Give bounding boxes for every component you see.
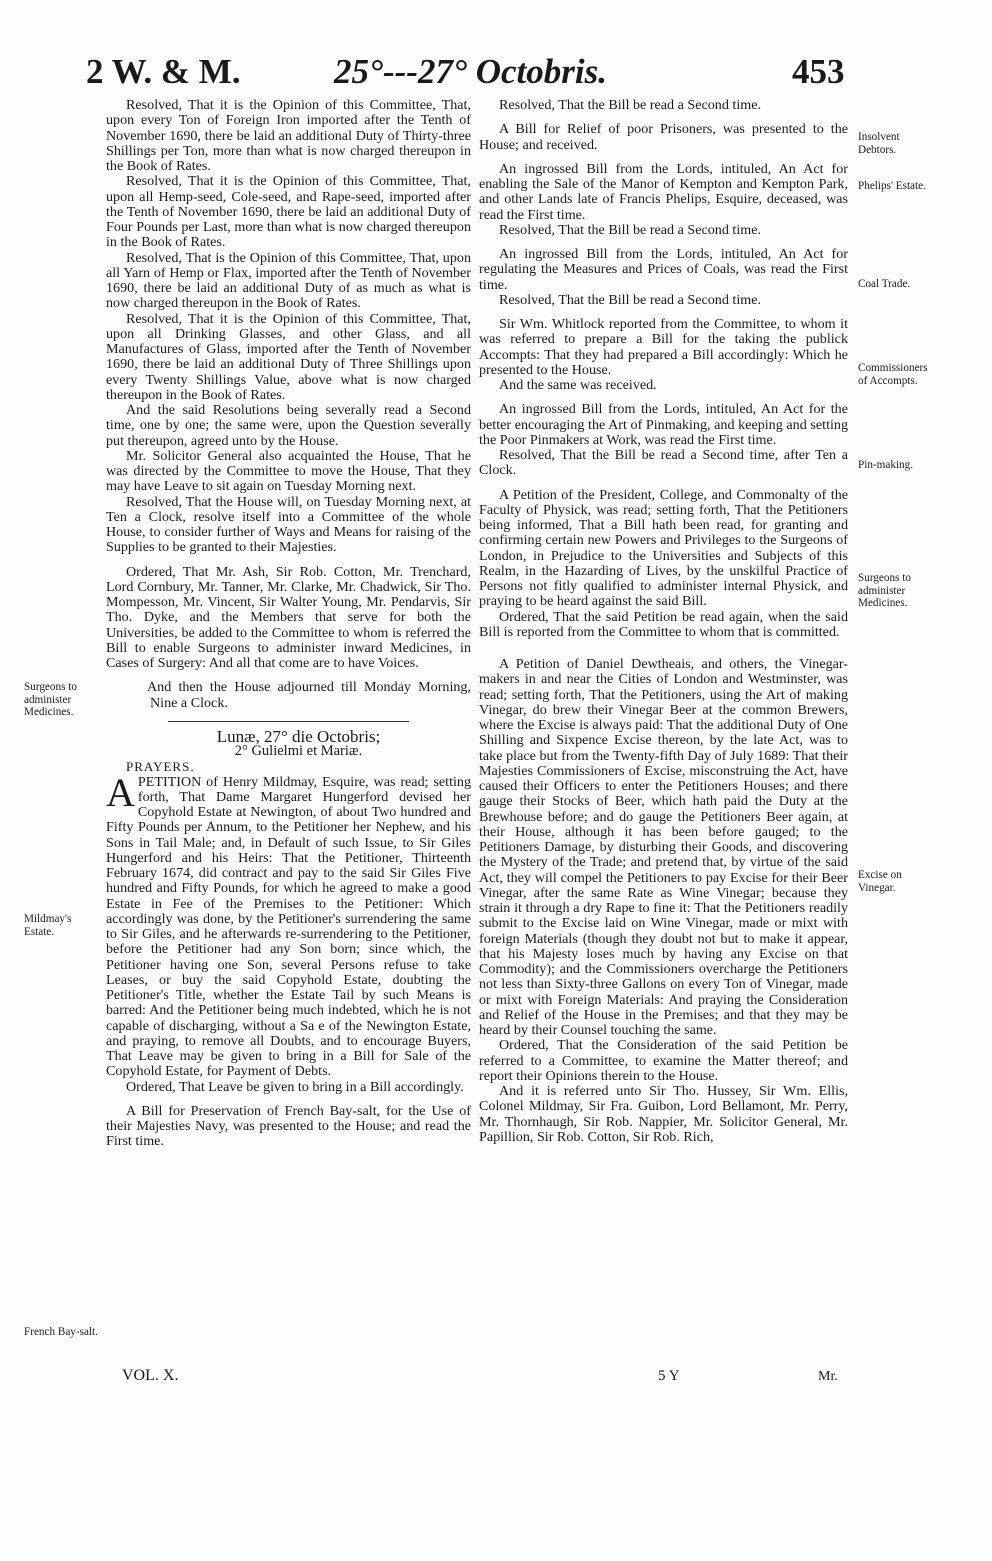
- catchword: Mr.: [818, 1369, 838, 1384]
- order-physick: Ordered, That the said Petition be read again, when the said Bill is reported from the Committee to whom that is committed.: [479, 608, 848, 640]
- bill-bay-salt: A Bill for Preservation of French Bay-salt, for the Use of their Majesties Navy, was presented to the House; and read the First time.: [106, 1102, 471, 1150]
- resolved-second-reading: Resolved, That the Bill be read a Second time.: [499, 97, 761, 113]
- signature-mark: 5 Y: [658, 1368, 680, 1384]
- margin-note-surgeons-right: Surgeons to administer Medicines.: [858, 572, 911, 609]
- resolution-hemp-seed: Resolved, That it is the Opinion of this Committee, That, upon all Hemp-seed, Cole-seed, and Rape-seed, imported after the Tenth of November 1690, there be laid an additional Duty of Four Pounds per Last, more than what is now charged thereupon in the Book of Rates.: [106, 173, 471, 251]
- margin-note-pin: Pin-making.: [858, 459, 914, 471]
- margin-note-commissioners: Commissioners of Accompts.: [858, 362, 928, 387]
- resolution-iron: Resolved, That it is the Opinion of this Committee, That, upon every Ton of Foreign Iron imported after the Tenth of November 1690, there be laid an additional Duty of Thirty-three Shillings per Ton, more than what is now charged thereupon in the Book of Rates.: [106, 97, 471, 174]
- spacer: [479, 640, 848, 657]
- margin-note-excise: Excise on Vinegar.: [858, 869, 902, 894]
- section-rule: [168, 721, 409, 722]
- petition-mildmay: [106, 769, 471, 1080]
- bill-coals: An ingrossed Bill from the Lords, intituled, An Act for regulating the Measures and Prices of Coals, was read the First time.: [479, 246, 848, 293]
- petition-mildmay-text: PETITION of Henry Mildmay, Esquire, was read; setting forth, That Dame Margaret Hungerford devised her Copyhold Estate at Newington, of about Two hundred and Fifty Pounds per Annum, to the Petitioner her Nephew, and his Sons in Tail Male; and, in Default of such Issue, to Sir Giles Hungerford and his Heirs: That the Petitioner, Thirteenth February 1674, did contract and pay to the said Sir Giles Five hundred and Fifty Pounds, for which he agreed to make a good Estate in Fee of the Premises to the Petitioner: Which accordingly was done, by the Petitioner's surrendering the same to Sir Giles, and he afterwards re-surrendering to the Petitioner, before the Petitioner had any Son born; since which, the Petitioner having one Son, several Persons refuse to take Leases, or buy the said Copyhold Estate, doubting the Petitioner's Title, whether the Estate Tail by such Means is barred: And the Petitioner being much indebted, which he is not capable of discharging, without a Sa e of the Newington Estate, and praying, to remove all Doubts, and to encourage Buyers, That Leave may be given to bring in a Bill for Sale of the Copyhold Estate, for Payment of Debts.: [106, 773, 471, 1080]
- section-regnal-heading: 2° Gulielmi et Mariæ.: [234, 743, 363, 759]
- section-date-heading: Lunæ, 27° die Octobris;: [216, 726, 381, 746]
- margin-note-insolvent: Insolvent Debtors.: [858, 131, 900, 156]
- running-header: [0, 52, 992, 102]
- petition-vinegar: A Petition of Daniel Dewtheais, and others, the Vinegar-makers in and near the Cities of London and Westminster, was read; setting forth, That the Petitioners, using the Art of making Vinegar, do brew their Vinegar Beer at the common Brewers, where the Excise is always paid: That the additional Duty of One Shilling and Sixpence Excise thereon, by the late Act, was to take place but from the Twenty-fifth Day of July 1689: That their Majesties Commissioners of Excise, misconstruing the Act, have caused their Officers to enter the Petitioners Houses; and there gauge their Stocks of Beer, which hath paid the Duty at the Brewhouse before; and do gauge the Petitioners Beer again, at their House, although it has been before gauged; to the Petitioners Damage, by disturbing their Goods, and discovering the Mystery of the Trade; and pretend that, by virtue of the said Act, they will compel the Petitioners to pay Excise for their Beer Vinegar, after the same Rate as Wine Vinegar; because they strain it through a dry Rape to fine it: That the Petitioners readily submit to the Excise laid on Wine Vinegar, made or mixt with foreign Materials (though they doubt not but to make it appear, that his Majesty loses much by having any Excise on that Commodity); and the Commissioners overcharge the Petitioners not less than Sixty-three Gallons on every Ton of Vinegar, made or mixt with Foreign Materials: And praying the Consideration and Relief of the House in the Premises; and that they may be heard by their Counsel touching the same.: [479, 656, 848, 1038]
- bill-pinmaking: An ingrossed Bill from the Lords, intituled, An Act for the better encouraging the Art of Pinmaking, and keeping and setting the Poor Pinmakers at Work, was read the First time.: [479, 401, 848, 448]
- header-regnal-year: 2 W. & M.: [86, 52, 241, 91]
- report-accompts: Sir Wm. Whitlock reported from the Committee, to whom it was referred to prepare a Bill for the taking the publick Accompts: That they had prepared a Bill accordingly: Which he presented to the House.: [479, 316, 848, 378]
- committee-members: And it is referred unto Sir Tho. Hussey, Sir Wm. Ellis, Colonel Mildmay, Sir Fra. Guibon, Lord Bellamont, Mr. Perry, Mr. Thornhaugh, Sir Rob. Nappier, Mr. Solicitor General, Mr. Papillion, Sir Rob. Cotton, Sir Rob. Rich,: [479, 1083, 848, 1145]
- resolution-glass: Resolved, That it is the Opinion of this Committee, That, upon all Drinking Glasses, and other Glass, and all Manufactures of Glass, imported after the Tenth of November 1690, there be laid an additional Duty of Three Shillings upon every Twenty Shillings Value, above what is now charged thereupon in the Book of Rates.: [106, 310, 471, 403]
- order-vinegar-committee: Ordered, That the Consideration of the said Petition be referred to a Committee, to examine the Matter thereof; and report their Opinions therein to the House.: [479, 1037, 848, 1084]
- resolved-pinmaking: Resolved, That the Bill be read a Second time, after Ten a Clock.: [479, 447, 848, 479]
- left-column: [106, 98, 471, 1150]
- bill-poor-prisoners: A Bill for Relief of poor Prisoners, was presented to the House; and received.: [479, 121, 848, 153]
- header-dates: 25°---27° Octobris.: [334, 52, 607, 91]
- accompts-received: And the same was received.: [499, 377, 657, 393]
- order-surgeons-committee: Ordered, That Mr. Ash, Sir Rob. Cotton, Mr. Trenchard, Lord Cornbury, Mr. Tanner, Mr. Clarke, Mr. Chadwick, Sir Tho. Mompesson, Mr. Vincent, Sir Walter Young, Mr. Pendarvis, Sir Tho. Dyke, and the Members that serve for both the Universities, be added to the Committee to whom is referred the Bill to enable Surgeons to administer inward Medicines, in Cases of Surgery: And all that come are to have Voices.: [106, 563, 471, 671]
- petition-physick: A Petition of the President, College, and Commonalty of the Faculty of Physick, was read; setting forth, That the Petitioners being informed, That a Bill hath been read, for granting and confirming certain new Powers and Privileges to the Surgeons of London, in Prejudice to the Universities and Subjects of this Realm, in the Hazarding of Lives, by the unskilful Practice of Persons not fitly qualified to administer internal Physick, and praying to be heard against the said Bill.: [479, 486, 848, 610]
- page-number: 453: [792, 52, 845, 91]
- solicitor-general-note: Mr. Solicitor General also acquainted the House, That he was directed by the Committee to move the House, That they may have Leave to sit again on Tuesday Morning next.: [106, 447, 471, 495]
- resolutions-agreed: And the said Resolutions being severally read a Second time, one by one; the same were, upon the Question severally put thereupon, agreed unto by the House.: [106, 402, 471, 449]
- margin-note-bay-salt: French Bay-salt.: [24, 1326, 98, 1338]
- volume-number: VOL. X.: [122, 1367, 179, 1384]
- resolved-kempton: Resolved, That the Bill be read a Second time.: [499, 221, 761, 238]
- margin-note-surgeons-left: Surgeons to administer Medicines.: [24, 681, 77, 718]
- drop-cap: A: [106, 769, 135, 815]
- prayers-heading: PRAYERS.: [126, 759, 195, 775]
- resolution-yarn: Resolved, That is the Opinion of this Committee, That, upon all Yarn of Hemp or Flax, imported after the Tenth of November 1690, there be laid an additional Duty of as much as what is now charged thereupon in the Book of Rates.: [106, 249, 471, 312]
- resolved-coals: Resolved, That the Bill be read a Second time.: [499, 291, 761, 308]
- bill-kempton: An ingrossed Bill from the Lords, intituled, An Act for enabling the Sale of the Manor of Kempton and Kempton Park, and other Lands late of Francis Phelips, Esquire, deceased, was read the First time.: [479, 160, 848, 223]
- margin-note-mildmay: Mildmay's Estate.: [24, 913, 72, 938]
- resolution-committee: Resolved, That the House will, on Tuesday Morning next, at Ten a Clock, resolve itself into a Committee of the whole House, to consider further of Ways and Means for raising of the Supplies to be granted to their Majesties.: [106, 493, 471, 556]
- right-column: [479, 98, 848, 1145]
- margin-note-phelips: Phelips' Estate.: [858, 180, 926, 192]
- adjournment: And then the House adjourned till Monday Morning, Nine a Clock.: [147, 679, 471, 711]
- margin-note-coal: Coal Trade.: [858, 278, 911, 290]
- order-leave: Ordered, That Leave be given to bring in a Bill accordingly.: [126, 1078, 464, 1095]
